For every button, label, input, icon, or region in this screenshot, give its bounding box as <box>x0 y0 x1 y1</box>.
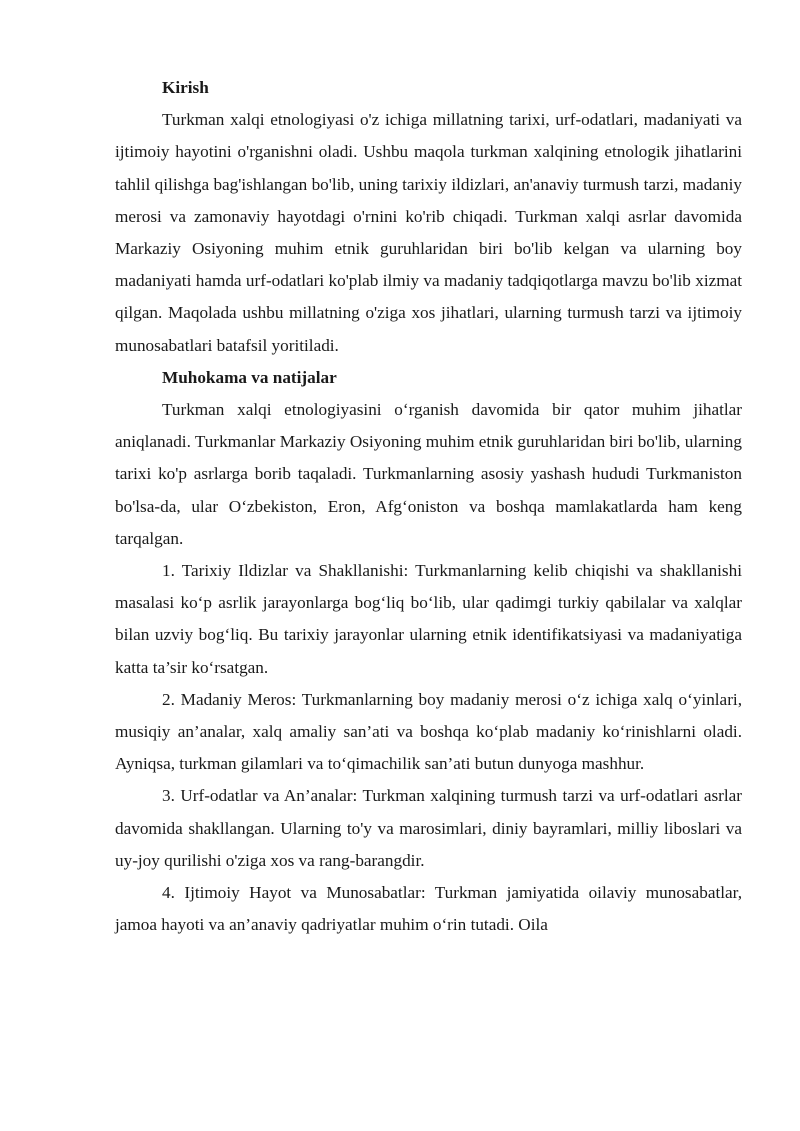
paragraph-intro: Turkman xalqi etnologiyasi o'z ichiga millatning tarixi, urf-odatlari, madaniyati va ijtimoiy hayotini o'rganishni oladi. Ushbu maqola turkman xalqining etnologik jihatlarini tahlil qilishga bag'ishlangan bo'lib, uning tarixiy ildizlari, an'anaviy turmush tarzi, madaniy merosi va zamonaviy hayotdagi o'rnini ko'rib chiqadi. Turkman xalqi asrlar davomida Markaziy Osiyoning muhim etnik guruhlaridan biri bo'lib kelgan va ularning boy madaniyati hamda urf-odatlari ko'plab ilmiy va madaniy tadqiqotlarga mavzu bo'lib xizmat qilgan. Maqolada ushbu millatning o'ziga xos jihatlari, ularning turmush tarzi va ijtimoiy munosabatlari batafsil yoritiladi. <box>115 110 742 355</box>
section-heading-muhokama: Muhokama va natijalar <box>162 367 337 387</box>
paragraph-item-1: 1. Tarixiy Ildizlar va Shakllanishi: Turkmanlarning kelib chiqishi va shakllanishi masalasi ko‘p asrlik jarayonlarga bog‘liq bo‘lib, ular qadimgi turkiy qabilalar va xalqlar bilan uzviy bog‘liq. Bu tarixiy jarayonlar ularning etnik identifikatsiyasi va madaniyatiga katta ta’sir ko‘rsatgan. <box>115 561 742 677</box>
document-page <box>115 72 742 941</box>
paragraph-item-4: 4. Ijtimoiy Hayot va Munosabatlar: Turkman jamiyatida oilaviy munosabatlar, jamoa hayoti va an’anaviy qadriyatlar muhim o‘rin tutadi. Oila <box>115 883 742 935</box>
section-heading-kirish: Kirish <box>162 78 209 97</box>
paragraph-discussion-intro: Turkman xalqi etnologiyasini o‘rganish davomida bir qator muhim jihatlar aniqlanadi. Turkmanlar Markaziy Osiyoning muhim etnik guruhlaridan biri bo'lib, ularning tarixi ko'p asrlarga borib taqaladi. Turkmanlarning asosiy yashash hududi Turkmaniston bo'lsa-da, ular O‘zbekiston, Eron, Afg‘oniston va boshqa mamlakatlarda ham keng tarqalgan. <box>115 400 742 548</box>
paragraph-item-2: 2. Madaniy Meros: Turkmanlarning boy madaniy merosi o‘z ichiga xalq o‘yinlari, musiqiy an’analar, xalq amaliy san’ati va boshqa ko‘plab madaniy ko‘rinishlarni oladi. Ayniqsa, turkman gilamlari va to‘qimachilik san’ati butun dunyoga mashhur. <box>115 689 742 774</box>
paragraph-item-3: 3. Urf-odatlar va An’analar: Turkman xalqining turmush tarzi va urf-odatlari asrlar davomida shakllangan. Ularning to'y va marosimlari, diniy bayramlari, milliy liboslari va uy-joy qurilishi o'ziga xos va rang-barangdir. <box>115 786 742 870</box>
